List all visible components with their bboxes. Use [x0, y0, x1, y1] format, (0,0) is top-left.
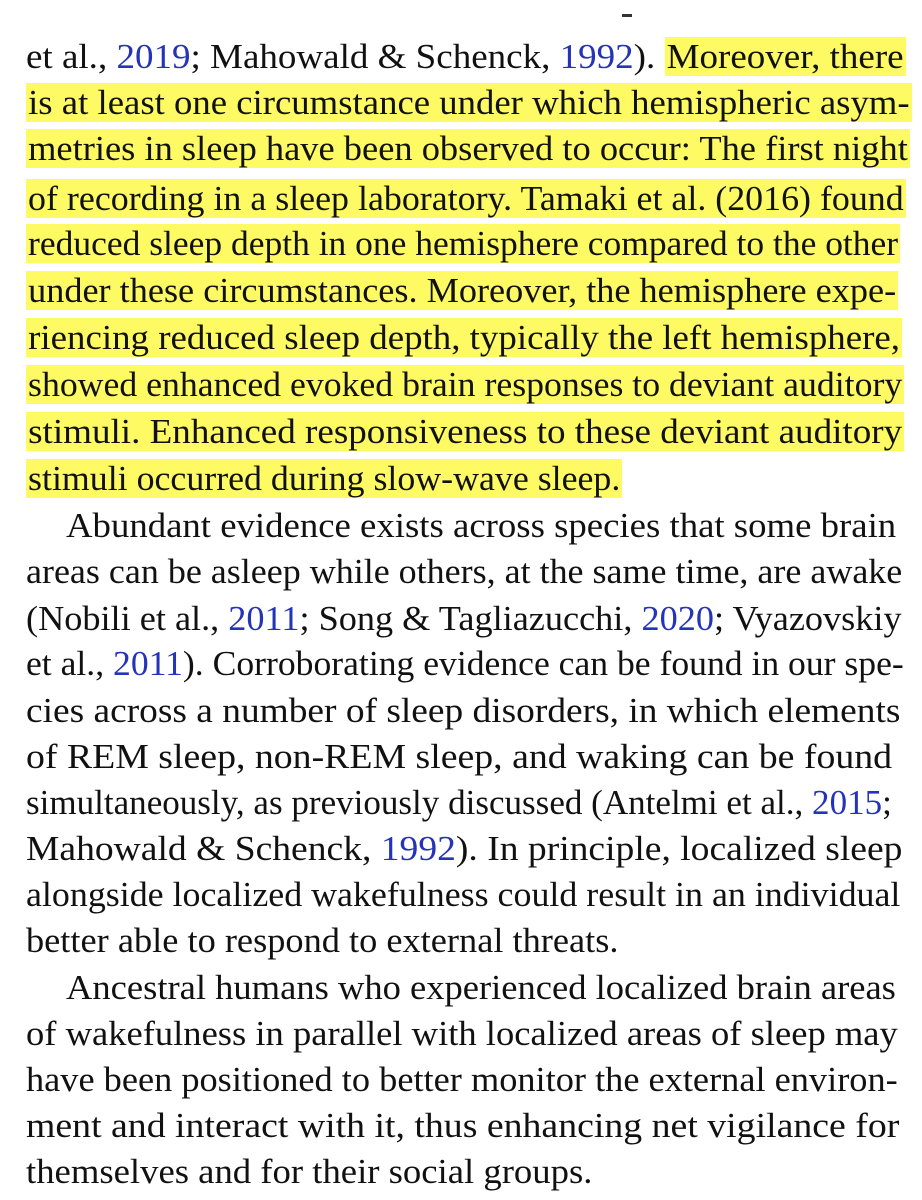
citation-year-link[interactable]: 2015 [812, 783, 883, 822]
body-text: have been positioned to better monitor the external environ- [26, 1060, 898, 1099]
text-line [26, 549, 902, 595]
text-line [26, 872, 900, 918]
body-text: Ancestral humans who experienced localized brain areas [66, 968, 896, 1007]
body-text: et al., [26, 644, 114, 683]
body-text: Abundant evidence exists across species that some brain [66, 506, 897, 545]
scan-mark [622, 14, 632, 17]
body-text: et al., [26, 37, 117, 76]
citation-year-link[interactable]: 2011 [228, 599, 300, 638]
citation-year-link[interactable]: 2019 [116, 37, 191, 76]
text-line [26, 126, 910, 172]
body-text: ment and interact with it, thus enhancing net vigilance for [26, 1106, 900, 1145]
text-line [26, 688, 900, 734]
text-line [26, 221, 900, 267]
citation-year-link[interactable]: 1992 [559, 37, 634, 76]
text-line [26, 780, 892, 826]
highlighted-text: stimuli. Enhanced responsiveness to these deviant auditory [26, 412, 904, 451]
highlighted-text: riencing reduced sleep depth, typically the left hemisphere, [26, 318, 902, 357]
body-text: ; Song & Tagliazucchi, [299, 599, 642, 638]
body-text: ). Corroborating evidence can be found in our spe- [182, 644, 904, 683]
body-text: simultaneously, as previously discussed (Antelmi et al., [26, 783, 813, 822]
body-text: ). In principle, localized sleep [455, 829, 903, 868]
text-line [66, 503, 896, 549]
text-line [26, 176, 906, 222]
citation-year-link[interactable]: 1992 [380, 829, 456, 868]
text-line [26, 80, 912, 126]
text-line [66, 965, 896, 1011]
highlighted-text: showed enhanced evoked brain responses to deviant auditory [26, 365, 904, 404]
body-text: ; Mahowald & Schenck, [190, 37, 560, 76]
citation-year-link[interactable]: 2020 [641, 599, 714, 638]
highlighted-text: stimuli occurred during slow-wave sleep. [26, 459, 622, 498]
text-line [26, 734, 892, 780]
body-text: Mahowald & Schenck, [26, 829, 381, 868]
highlighted-text: reduced sleep depth in one hemisphere compared to the other [26, 224, 900, 263]
body-text: ; Vyazovskiy [713, 599, 902, 638]
text-line [26, 1011, 898, 1057]
text-line [26, 362, 904, 408]
highlighted-text: Moreover, there [664, 37, 905, 76]
text-line [26, 409, 904, 455]
body-text: alongside localized wakefulness could result in an individual [26, 875, 901, 914]
text-line [26, 456, 622, 502]
text-line [26, 826, 902, 872]
body-text: areas can be asleep while others, at the same time, are awake [26, 552, 903, 591]
body-text: of REM sleep, non-REM sleep, and waking can be found [26, 737, 893, 776]
body-text: better able to respond to external threats. [26, 921, 619, 960]
body-text: ). [633, 37, 665, 76]
text-line [26, 34, 906, 80]
text-line [26, 596, 902, 642]
citation-year-link[interactable]: 2011 [113, 644, 183, 683]
highlighted-text: is at least one circumstance under which hemispheric asym- [26, 83, 912, 122]
text-line [26, 918, 619, 964]
highlighted-text: metries in sleep have been observed to occur: The first night [26, 129, 910, 168]
text-line [26, 641, 904, 687]
body-text: cies across a number of sleep disorders, in which elements [26, 691, 901, 730]
text-line [26, 1149, 592, 1195]
body-text: of wakefulness in parallel with localized areas of sleep may [26, 1014, 898, 1053]
text-line [26, 1103, 899, 1149]
text-line [26, 268, 898, 314]
text-line [26, 315, 902, 361]
highlighted-text: of recording in a sleep laboratory. Tamaki et al. (2016) found [26, 179, 906, 218]
highlighted-text: under these circumstances. Moreover, the hemisphere expe- [26, 271, 898, 310]
body-text: themselves and for their social groups. [26, 1152, 593, 1191]
body-text: ; [882, 783, 892, 822]
body-text: (Nobili et al., [26, 599, 229, 638]
text-line [26, 1057, 898, 1103]
